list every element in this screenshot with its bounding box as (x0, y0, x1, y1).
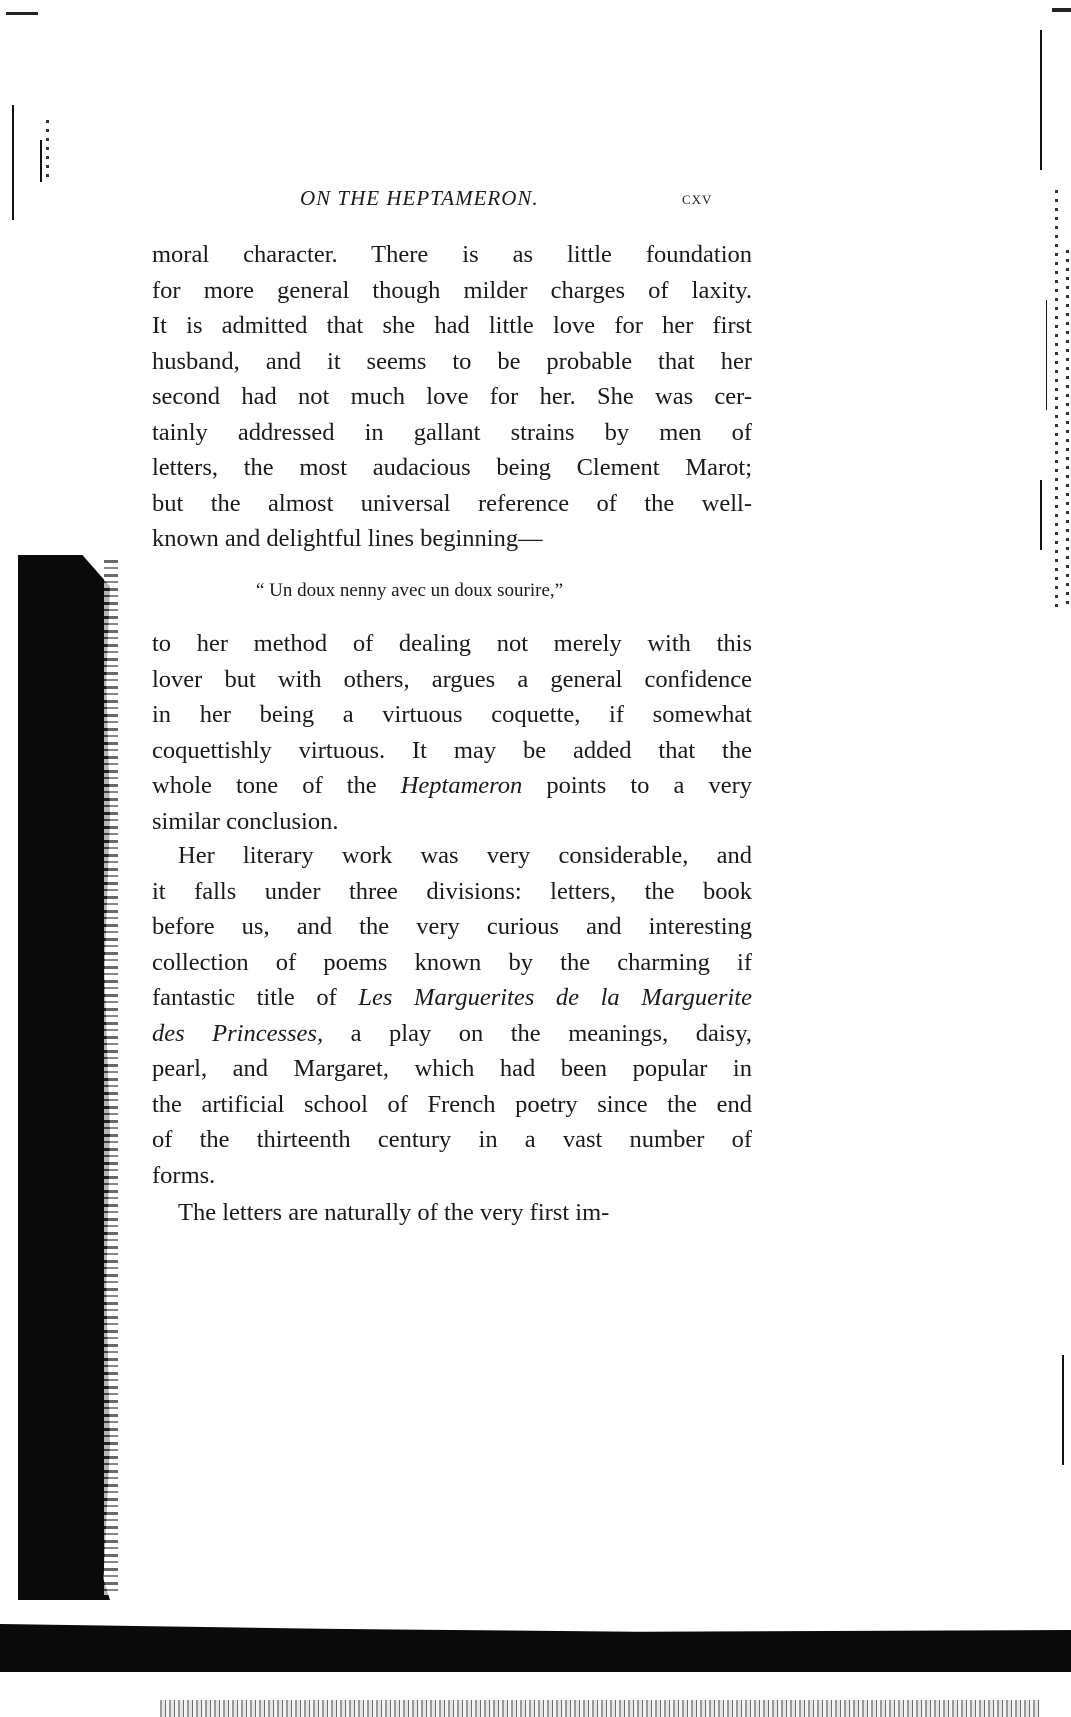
text-segment: a play on the meanings, daisy, (323, 1019, 752, 1047)
text-line: The letters are naturally of the very first im- (178, 1199, 610, 1226)
text-segment: fantastic title of (152, 984, 359, 1011)
text-line: it falls under three divisions: letters, the book (152, 877, 752, 905)
italic-title: Les Marguerites de la Marguerite (358, 984, 752, 1011)
text-line (152, 768, 752, 804)
text-line: collection of poems known by the charming if (152, 948, 752, 976)
text-line: tainly addressed in gallant strains by men of (152, 418, 752, 446)
text-line: second had not much love for her. She was cer- (152, 383, 752, 410)
text-line: forms. (152, 1161, 216, 1189)
text-line: known and delightful lines beginning— (152, 525, 543, 552)
italic-title: des Princesses, (152, 1019, 324, 1047)
text-line (152, 980, 752, 1016)
scan-shadow-left (18, 555, 110, 1600)
scan-speckle (46, 120, 49, 180)
paragraph-4 (152, 1195, 752, 1231)
scan-edge-line (1062, 1355, 1064, 1465)
scan-edge-line (12, 105, 14, 220)
italic-title: Heptameron (400, 772, 523, 799)
paragraph-3 (152, 838, 752, 1193)
text-line: It is admitted that she had little love for her first (152, 312, 752, 339)
text-line: but the almost universal reference of the well- (152, 489, 752, 517)
text-line: the artificial school of French poetry since the end (152, 1090, 752, 1118)
paragraph-1 (152, 237, 752, 557)
text-line: of the thirteenth century in a vast number of (152, 1126, 752, 1153)
scan-edge-line (40, 140, 42, 182)
quotation: “ Un doux nenny avec un doux sourire,” (256, 580, 564, 601)
text-line (152, 1016, 752, 1052)
scan-speckle (1055, 190, 1058, 610)
scan-edge-line (1040, 30, 1042, 170)
scan-shadow-bottom (0, 1612, 1071, 1672)
text-line: to her method of dealing not merely with this (152, 630, 752, 657)
page-number: cxv (682, 188, 713, 208)
scan-noise-strip (160, 1700, 1040, 1717)
text-line: before us, and the very curious and interesting (152, 913, 752, 940)
text-line: pearl, and Margaret, which had been popular in (152, 1055, 752, 1082)
scan-mark (1052, 8, 1071, 12)
text-line: for more general though milder charges of laxity. (152, 276, 752, 304)
text-line: lover but with others, argues a general confidence (152, 665, 752, 693)
scan-edge-line (1046, 300, 1047, 410)
text-line: similar conclusion. (152, 807, 339, 835)
text-line: letters, the most audacious being Clement Marot; (152, 454, 752, 481)
running-head: ON THE HEPTAMERON. (300, 186, 539, 210)
scan-mark (6, 12, 38, 15)
text-line: moral character. There is as little foundation (152, 241, 752, 268)
text-line: husband, and it seems to be probable that her (152, 347, 752, 375)
scan-speckle (1066, 250, 1069, 610)
scan-shadow-edge (104, 560, 118, 1595)
text-line: Her literary work was very considerable, and (178, 842, 752, 869)
text-line: in her being a virtuous coquette, if somewhat (152, 701, 752, 728)
paragraph-2 (152, 626, 752, 839)
scan-edge-line (1040, 480, 1042, 550)
text-segment: whole tone of the (152, 772, 401, 799)
text-line: coquettishly virtuous. It may be added that the (152, 736, 752, 764)
text-segment: points to a very (522, 772, 752, 799)
